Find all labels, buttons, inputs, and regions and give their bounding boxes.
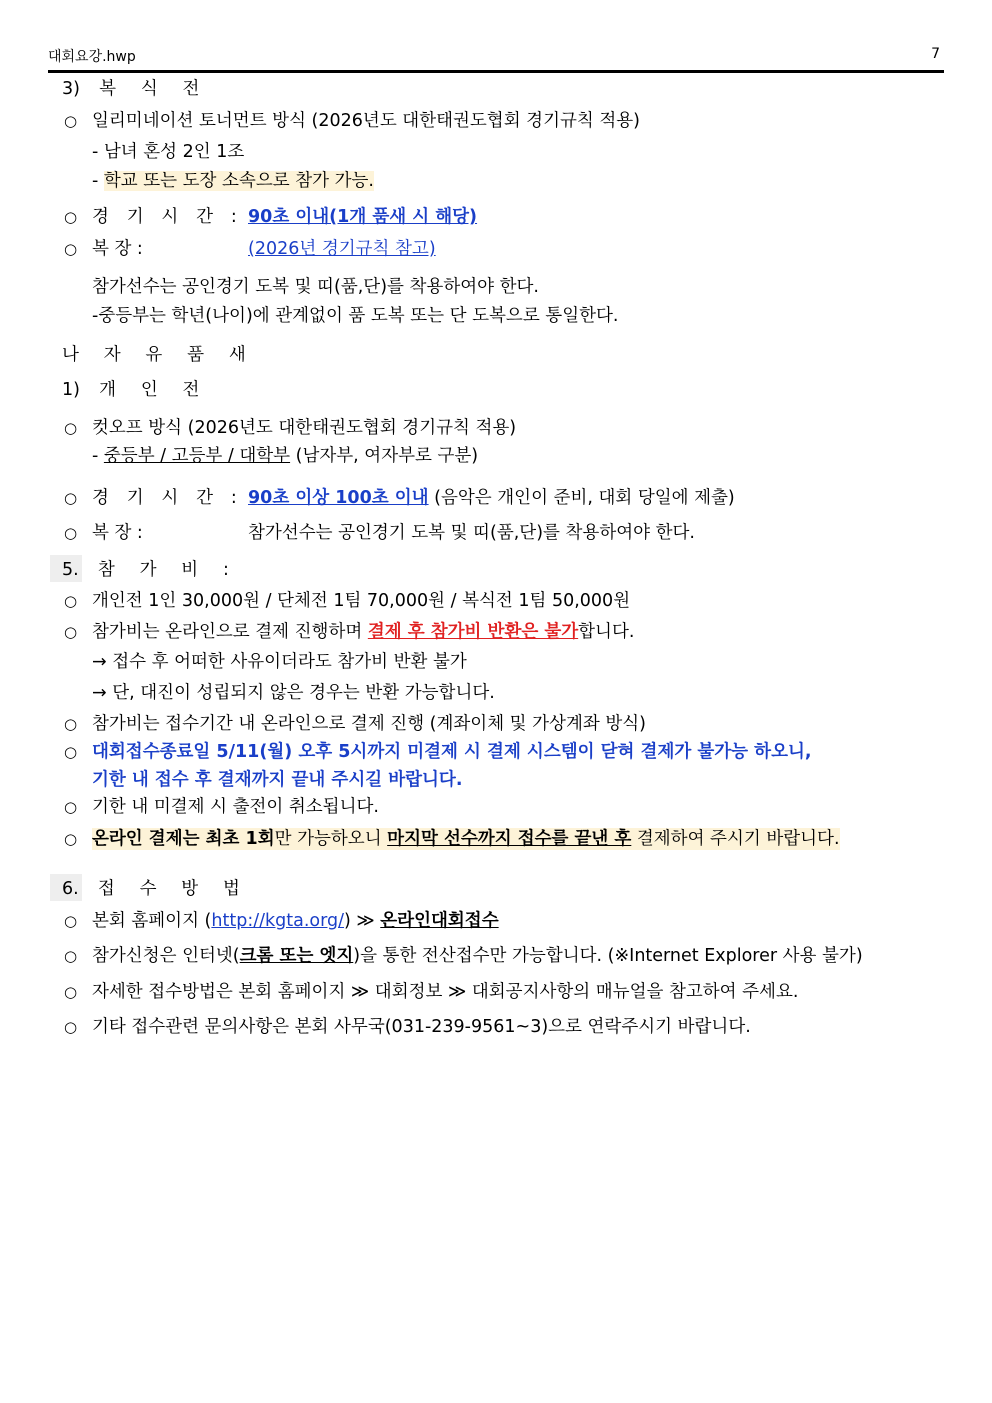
browser-bold: 크롬 또는 엣지 — [239, 946, 354, 966]
browser-post: )을 통한 전산접수만 가능합니다. (※Internet Explorer 사용 불가) — [353, 946, 863, 966]
online-registration-link[interactable]: 온라인대회접수 — [380, 911, 499, 931]
na-time-rest: (음악은 개인이 준비, 대회 당일에 제출) — [428, 488, 735, 508]
bullet-icon: ○ — [64, 524, 78, 542]
na-heading: 나 자 유 품 새 — [62, 345, 256, 365]
no-refund-text: 결제 후 참가비 반환은 불가 — [367, 622, 579, 642]
s3-time-value: 90초 이내(1개 품새 시 해당) — [248, 207, 478, 227]
s3-uniform-label: 복 장 : — [92, 239, 143, 259]
s6-heading — [62, 878, 250, 900]
bullet-icon: ○ — [64, 112, 78, 130]
s5-title: 참 가 비 : — [97, 560, 239, 580]
s3-number: 3) — [62, 79, 80, 99]
divisions-text: 중등부 / 고등부 / 대학부 — [103, 446, 291, 466]
s6-homepage — [92, 910, 499, 932]
bullet-icon: ○ — [64, 830, 78, 848]
s6-manual-note: 자세한 접수방법은 본회 홈페이지 ≫ 대회정보 ≫ 대회공지사항의 매뉴얼을 참고하여 주세요. — [92, 982, 799, 1002]
bullet-icon: ○ — [64, 592, 78, 610]
s5-online-payment — [92, 621, 634, 643]
s6-browser-note — [92, 945, 863, 967]
bullet-icon: ○ — [64, 947, 78, 965]
na-bullet-method: 컷오프 방식 (2026년도 대한태권도협회 경기규칙 적용) — [92, 418, 517, 438]
affiliation-text: 학교 또는 도장 소속으로 참가 가능. — [103, 171, 374, 191]
s3-uniform-note: 참가선수는 공인경기 도복 및 띠(품,단)를 착용하여야 한다. — [92, 277, 539, 297]
na-time-label: 경 기 시 간 : — [92, 488, 243, 508]
na-detail-divisions — [92, 445, 478, 467]
na-uniform-label: 복 장 : — [92, 523, 143, 543]
s3-time-label: 경 기 시 간 : — [92, 207, 243, 227]
s3-uniform-value[interactable]: (2026년 경기규칙 참고) — [248, 239, 436, 259]
na-sub-heading — [62, 379, 209, 401]
s3-bullet-method: 일리미네이션 토너먼트 방식 (2026년도 대한태권도협회 경기규칙 적용) — [92, 111, 641, 131]
na-uniform-value: 참가선수는 공인경기 도복 및 띠(품,단)를 착용하여야 한다. — [248, 523, 695, 543]
na-sub-title: 개 인 전 — [99, 380, 210, 400]
s3-title: 복 식 전 — [99, 79, 210, 99]
homepage-link[interactable]: http://kgta.org/ — [211, 911, 344, 931]
bullet-icon: ○ — [64, 419, 78, 437]
na-sub-number: 1) — [62, 380, 80, 400]
s5-arrow-note-1: → 접수 후 어떠한 사유이더라도 참가비 반환 불가 — [92, 652, 467, 672]
s6-contact-note: 기타 접수관련 문의사항은 본회 사무국(031-239-9561~3)으로 연락주시기 바랍니다. — [92, 1017, 751, 1037]
once-only-mid: 만 가능하오니 — [274, 829, 388, 849]
homepage-mid: ) ≫ — [344, 911, 381, 931]
s5-payment-method: 참가비는 접수기간 내 온라인으로 결제 진행 (계좌이체 및 가상계좌 방식) — [92, 714, 646, 734]
browser-pre: 참가신청은 인터넷( — [92, 946, 240, 966]
bullet-icon: ○ — [64, 912, 78, 930]
bullet-icon: ○ — [64, 240, 78, 258]
once-only-end: 결제하여 주시기 바랍니다. — [631, 829, 840, 849]
s3-middle-school-note: -중등부는 학년(나이)에 관계없이 품 도복 또는 단 도복으로 통일한다. — [92, 306, 619, 326]
page-header — [48, 44, 944, 66]
dash: - — [92, 171, 104, 191]
s5-heading — [62, 559, 239, 581]
s5-cancel-note: 기한 내 미결제 시 출전이 취소됩니다. — [92, 797, 379, 817]
na-time-value: 90초 이상 100초 이내 — [248, 488, 429, 508]
s3-detail-mixed: - 남녀 혼성 2인 1조 — [92, 142, 245, 162]
na-time-line — [248, 487, 735, 509]
finish-registration-bold: 마지막 선수까지 접수를 끝낸 후 — [387, 829, 632, 849]
bullet-icon: ○ — [64, 1018, 78, 1036]
s5-number: 5. — [62, 560, 79, 580]
s5-fees: 개인전 1인 30,000원 / 단체전 1팀 70,000원 / 복식전 1팀 50,000원 — [92, 591, 631, 611]
payment-post: 합니다. — [578, 622, 635, 642]
page-number: 7 — [931, 46, 940, 62]
s5-arrow-note-2: → 단, 대진이 성립되지 않은 경우는 반환 가능합니다. — [92, 683, 495, 703]
payment-pre: 참가비는 온라인으로 결제 진행하며 — [92, 622, 368, 642]
dash: - — [92, 446, 104, 466]
s3-heading — [62, 78, 209, 100]
header-rule — [48, 70, 944, 73]
bullet-icon: ○ — [64, 983, 78, 1001]
bullet-icon: ○ — [64, 715, 78, 733]
s6-number: 6. — [62, 879, 79, 899]
bullet-icon: ○ — [64, 489, 78, 507]
divisions-rest: (남자부, 여자부로 구분) — [290, 446, 479, 466]
document-filename: 대회요강.hwp — [48, 49, 136, 65]
s5-deadline-line1: 대회접수종료일 5/11(월) 오후 5시까지 미결제 시 결제 시스템이 닫혀 결제가 불가능 하오니, — [92, 742, 812, 762]
s5-deadline-line2: 기한 내 접수 후 결재까지 끝내 주시길 바랍니다. — [92, 770, 463, 790]
bullet-icon: ○ — [64, 208, 78, 226]
s6-title: 접 수 방 법 — [97, 879, 250, 899]
s5-once-only — [92, 828, 840, 850]
s3-detail-affiliation — [92, 170, 374, 192]
bullet-icon: ○ — [64, 743, 78, 761]
bullet-icon: ○ — [64, 623, 78, 641]
bullet-icon: ○ — [64, 798, 78, 816]
homepage-pre: 본회 홈페이지 ( — [92, 911, 212, 931]
once-only-bold: 온라인 결제는 최초 1회 — [92, 829, 275, 849]
